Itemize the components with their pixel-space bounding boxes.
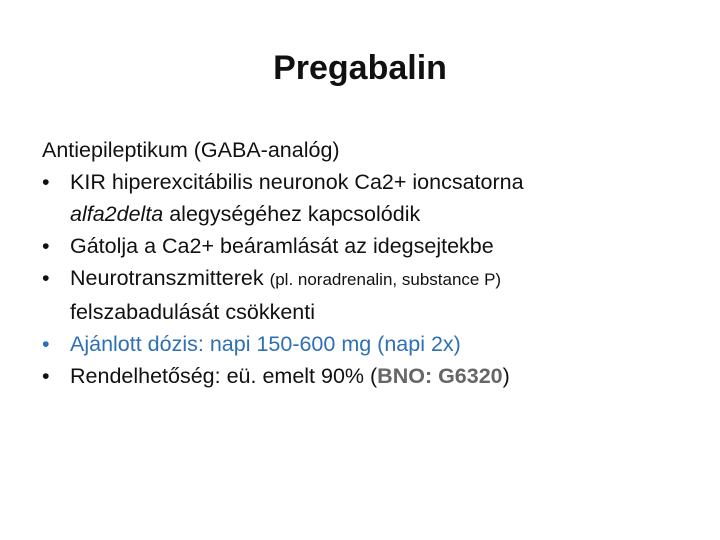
bullet-2-text: Gátolja a Ca2+ beáramlását az idegsejtekbe [70, 234, 494, 258]
list-item [42, 166, 702, 230]
bullet-3-small-text: (pl. noradrenalin, substance P) [269, 270, 502, 289]
bullet-icon: • [42, 234, 50, 258]
bullet-1-text: KIR hiperexcitábilis neuronok Ca2+ ioncsatorna [70, 170, 524, 194]
bullet-1-italic-term: alfa2delta [70, 202, 164, 226]
intro-line: Antiepileptikum (GABA-analóg) [42, 138, 340, 162]
bullet-icon: • [42, 170, 50, 194]
bullet-3-text-end: felszabadulását csökkenti [70, 300, 316, 324]
bullet-5-text-end: ) [502, 364, 510, 388]
bullet-icon: • [42, 364, 50, 388]
slide-title: Pregabalin [273, 49, 447, 87]
list-item [42, 262, 702, 328]
bullet-1-text-end: alegységéhez kapcsolódik [163, 202, 421, 226]
bullet-5-text: Rendelhetőség: eü. emelt 90% ( [70, 364, 378, 388]
bullet-3-text: Neurotranszmitterek [70, 266, 264, 290]
list-item [42, 328, 702, 360]
bullet-4-text: Ajánlott dózis: napi 150-600 mg (napi 2x) [70, 332, 461, 356]
bullet-icon: • [42, 266, 50, 290]
bullet-icon: • [42, 332, 50, 356]
list-item [42, 360, 702, 392]
list-item [42, 230, 702, 262]
bullet-list [42, 166, 702, 392]
bno-code: BNO: G6320 [377, 364, 503, 388]
slide-body [42, 134, 702, 392]
